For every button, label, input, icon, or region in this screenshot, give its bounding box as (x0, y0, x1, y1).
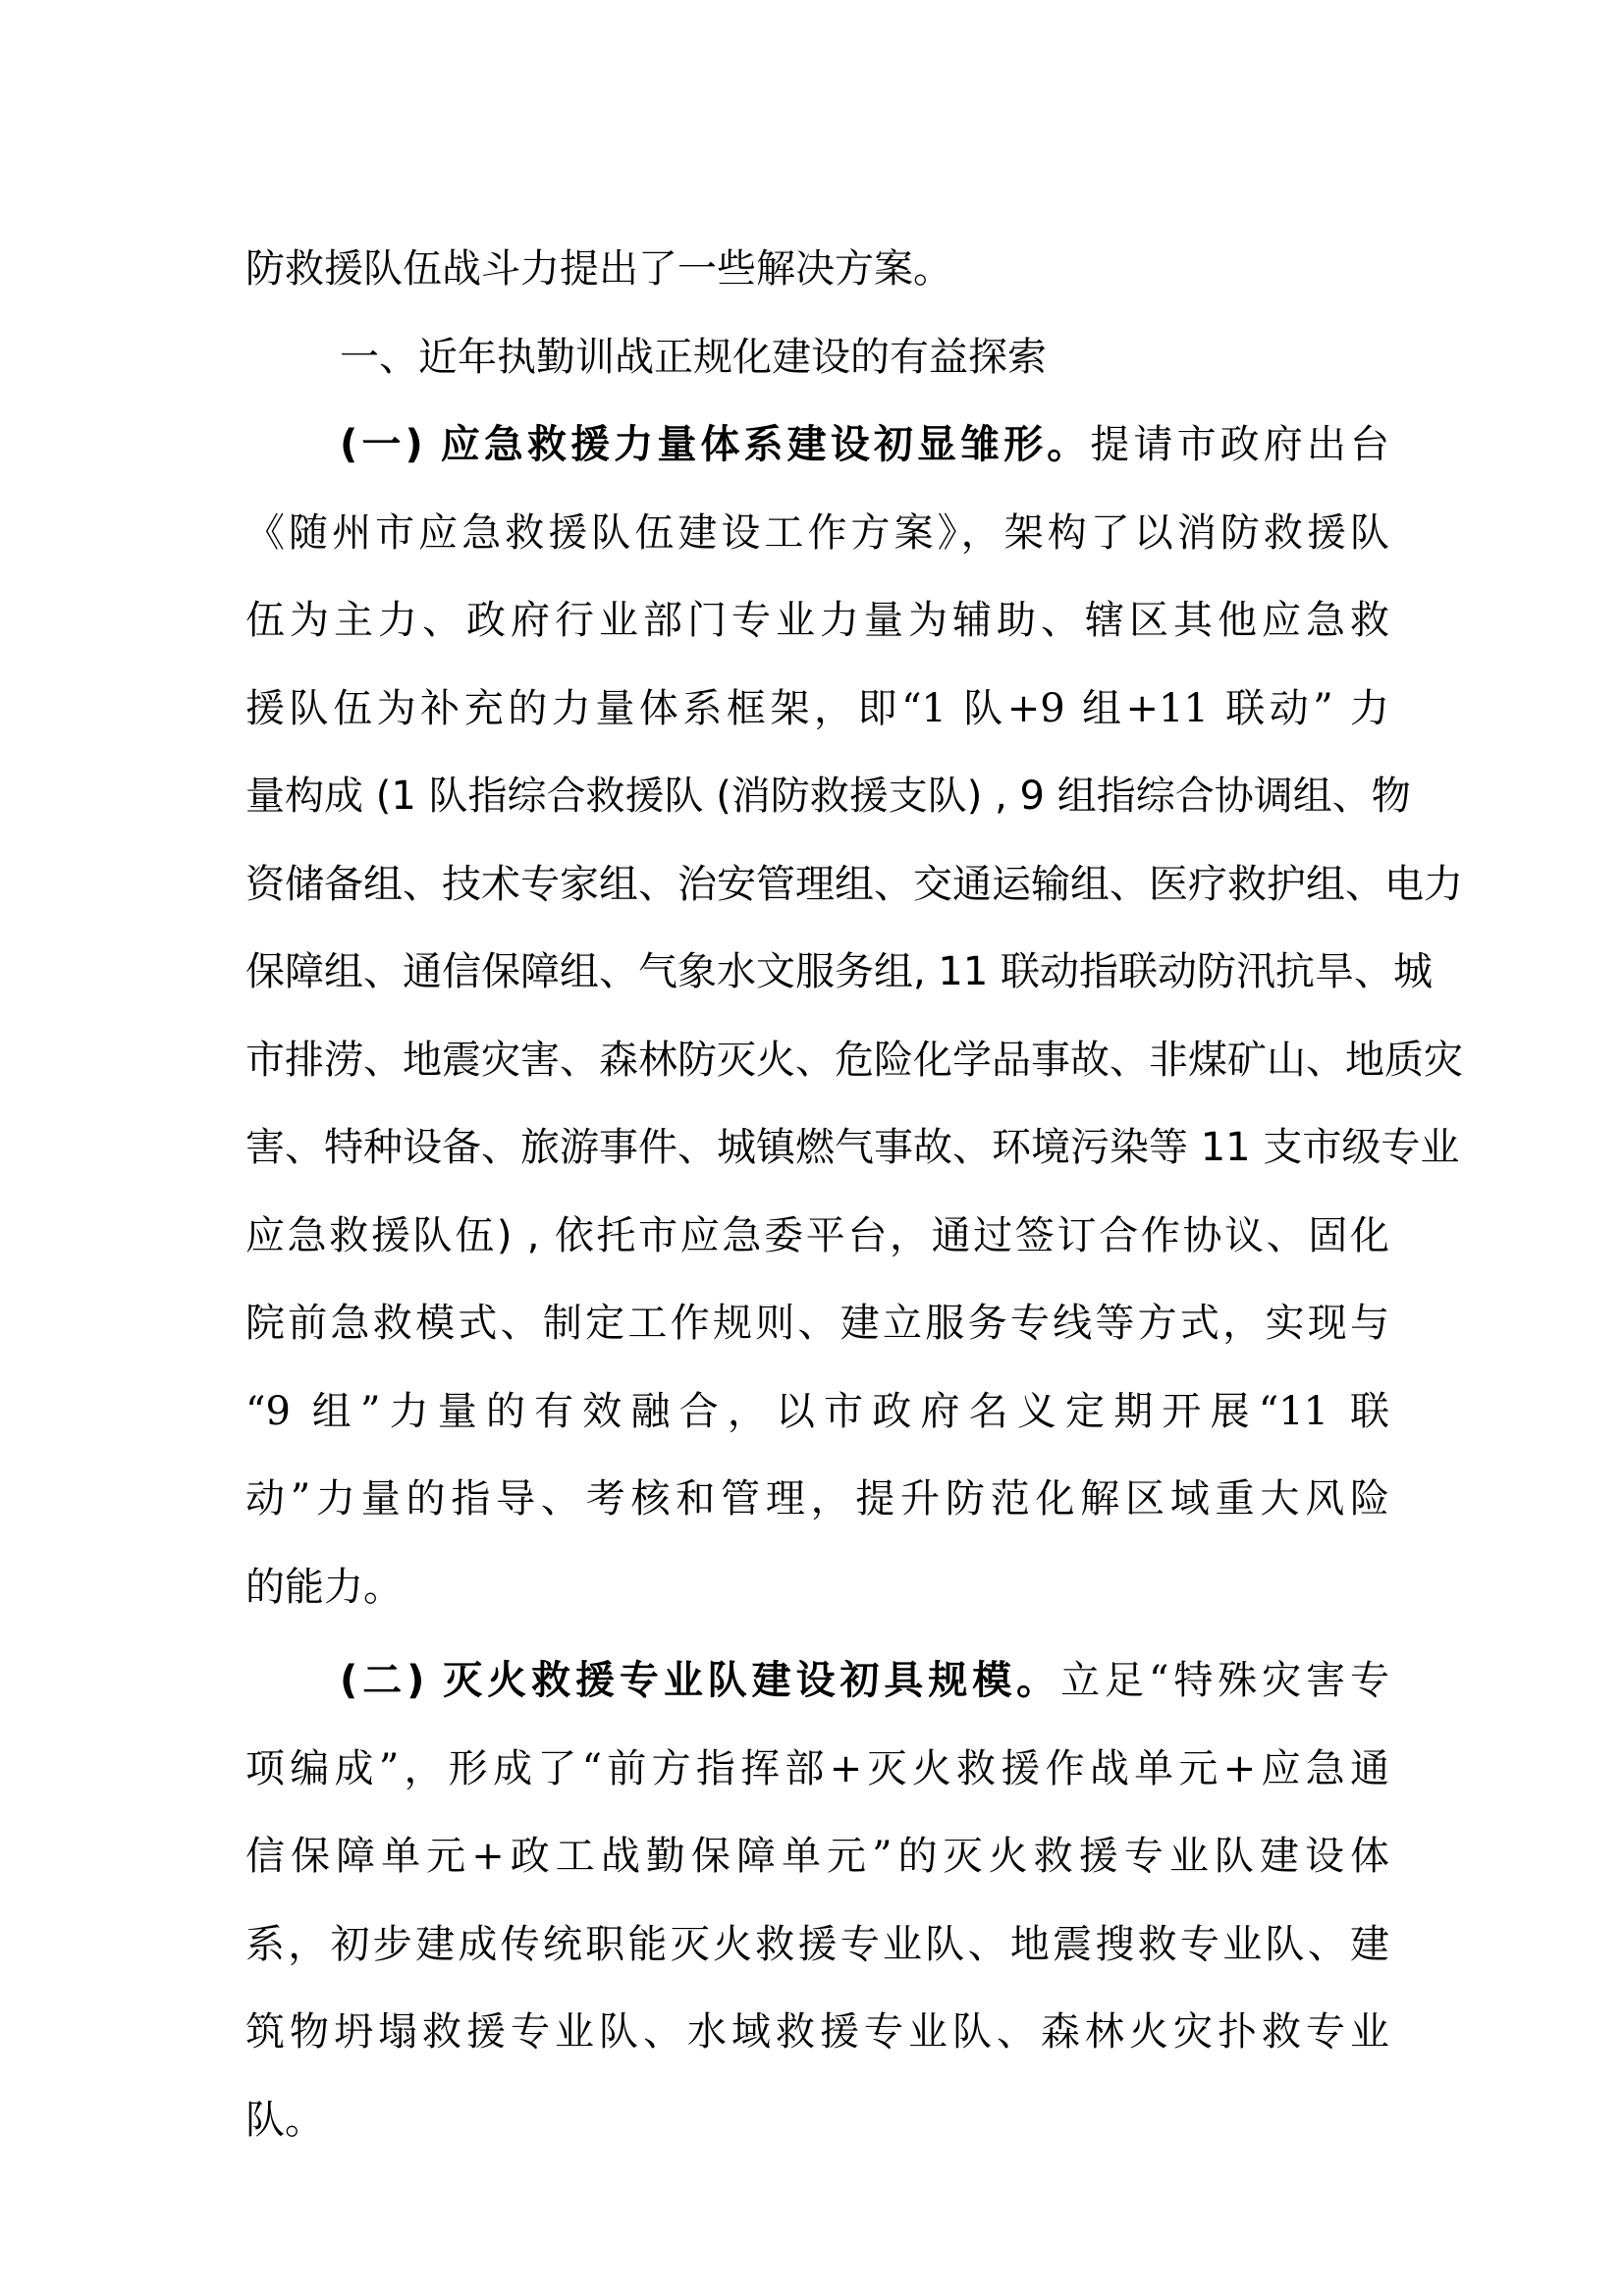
subsection-1-line (245, 666, 1389, 754)
paragraph-text: 的能力。 (245, 1564, 403, 1610)
subsection-2-line (245, 2077, 1389, 2165)
paragraph-text: 资储备组、技术专家组、治安管理组、交通运输组、医疗救护组、电力 (245, 861, 1463, 907)
paragraph-text: 保障组、通信保障组、气象水文服务组, 11 联动指联动防汛抗旱、城 (245, 949, 1434, 994)
subsection-1-line (245, 929, 1434, 1017)
subsection-1-line (245, 753, 1411, 841)
subsection-2-line (245, 1989, 1389, 2077)
subsection-1-line (245, 1104, 1460, 1193)
paragraph-text: 项编成”，形成了“前方指挥部+灭火救援作战单元+应急通 (245, 1745, 1389, 1791)
subsection-2-line (245, 1813, 1389, 1901)
paragraph-text: 量构成 (1 队指综合救援队 (消防救援支队) , 9 组指综合协调组、物 (245, 774, 1411, 819)
subsection-1-line-0: 提请市政府出台 (1090, 422, 1389, 467)
document-page (245, 226, 1463, 2164)
paragraph-text: 《随州市应急救援队伍建设工作方案》，架构了以消防救援队 (245, 509, 1389, 556)
subsection-2-line-0: 立足“特殊灾害专 (1060, 1658, 1389, 1703)
subsection-1-line (245, 1280, 1389, 1368)
paragraph-text: 援队伍为补充的力量体系框架，即“1 队+9 组+11 联动” 力 (245, 685, 1389, 731)
subsection-2-title: (二) 灭火救援专业队建设初具规模。 (340, 1658, 1061, 1703)
subsection-1-line (245, 577, 1389, 666)
paragraph-text: 害、特种设备、旅游事件、城镇燃气事故、环境污染等 11 支市级专业 (245, 1125, 1460, 1170)
subsection-1-line (245, 1544, 1389, 1632)
paragraph-text: 信保障单元+政工战勤保障单元”的灭火救援专业队建设体 (245, 1834, 1389, 1879)
paragraph-text: 院前急救模式、制定工作规则、建立服务专线等方式，实现与 (245, 1301, 1389, 1346)
subsection-1-title-line (245, 401, 1389, 490)
section-1-heading-text: 一、近年执勤训战正规化建设的有益探索 (340, 334, 1047, 380)
subsection-1-line (245, 1017, 1463, 1105)
paragraph-text: 伍为主力、政府行业部门专业力量为辅助、辖区其他应急救 (245, 598, 1389, 643)
paragraph-text: 筑物坍塌救援专业队、水域救援专业队、森林火灾扑救专业 (245, 2009, 1389, 2055)
paragraph-text: 动”力量的指导、考核和管理，提升防范化解区域重大风险 (245, 1476, 1389, 1522)
paragraph-text: 应急救援队伍) , (245, 1212, 555, 1258)
subsection-1-line (245, 1456, 1389, 1544)
intro-tail-text: 防救援队伍战斗力提出了一些解决方案。 (245, 246, 952, 292)
subsection-1-title: (一) 应急救援力量体系建设初显雏形。 (340, 422, 1091, 467)
subsection-1-line (245, 1368, 1389, 1457)
subsection-1-line (245, 490, 1389, 578)
section-1-heading (245, 314, 1389, 402)
paragraph-text: 市排涝、地震灾害、森林防灭火、危险化学品事故、非煤矿山、地质灾 (245, 1037, 1463, 1083)
paragraph-text: 队。 (245, 2097, 324, 2143)
subsection-2-title-line (245, 1637, 1389, 1726)
subsection-1-line (245, 841, 1463, 930)
subsection-1-line (245, 1193, 1389, 1281)
subsection-2-line (245, 1726, 1389, 1814)
intro-tail-line (245, 226, 1389, 314)
paragraph-text: 依托市应急委平台，通过签订合作协议、固化 (554, 1212, 1390, 1258)
subsection-2-line (245, 1901, 1389, 1990)
paragraph-text: “9 组”力量的有效融合，以市政府名义定期开展“11 联 (245, 1388, 1389, 1434)
paragraph-text: 系，初步建成传统职能灭火救援专业队、地震搜救专业队、建 (245, 1921, 1389, 1967)
